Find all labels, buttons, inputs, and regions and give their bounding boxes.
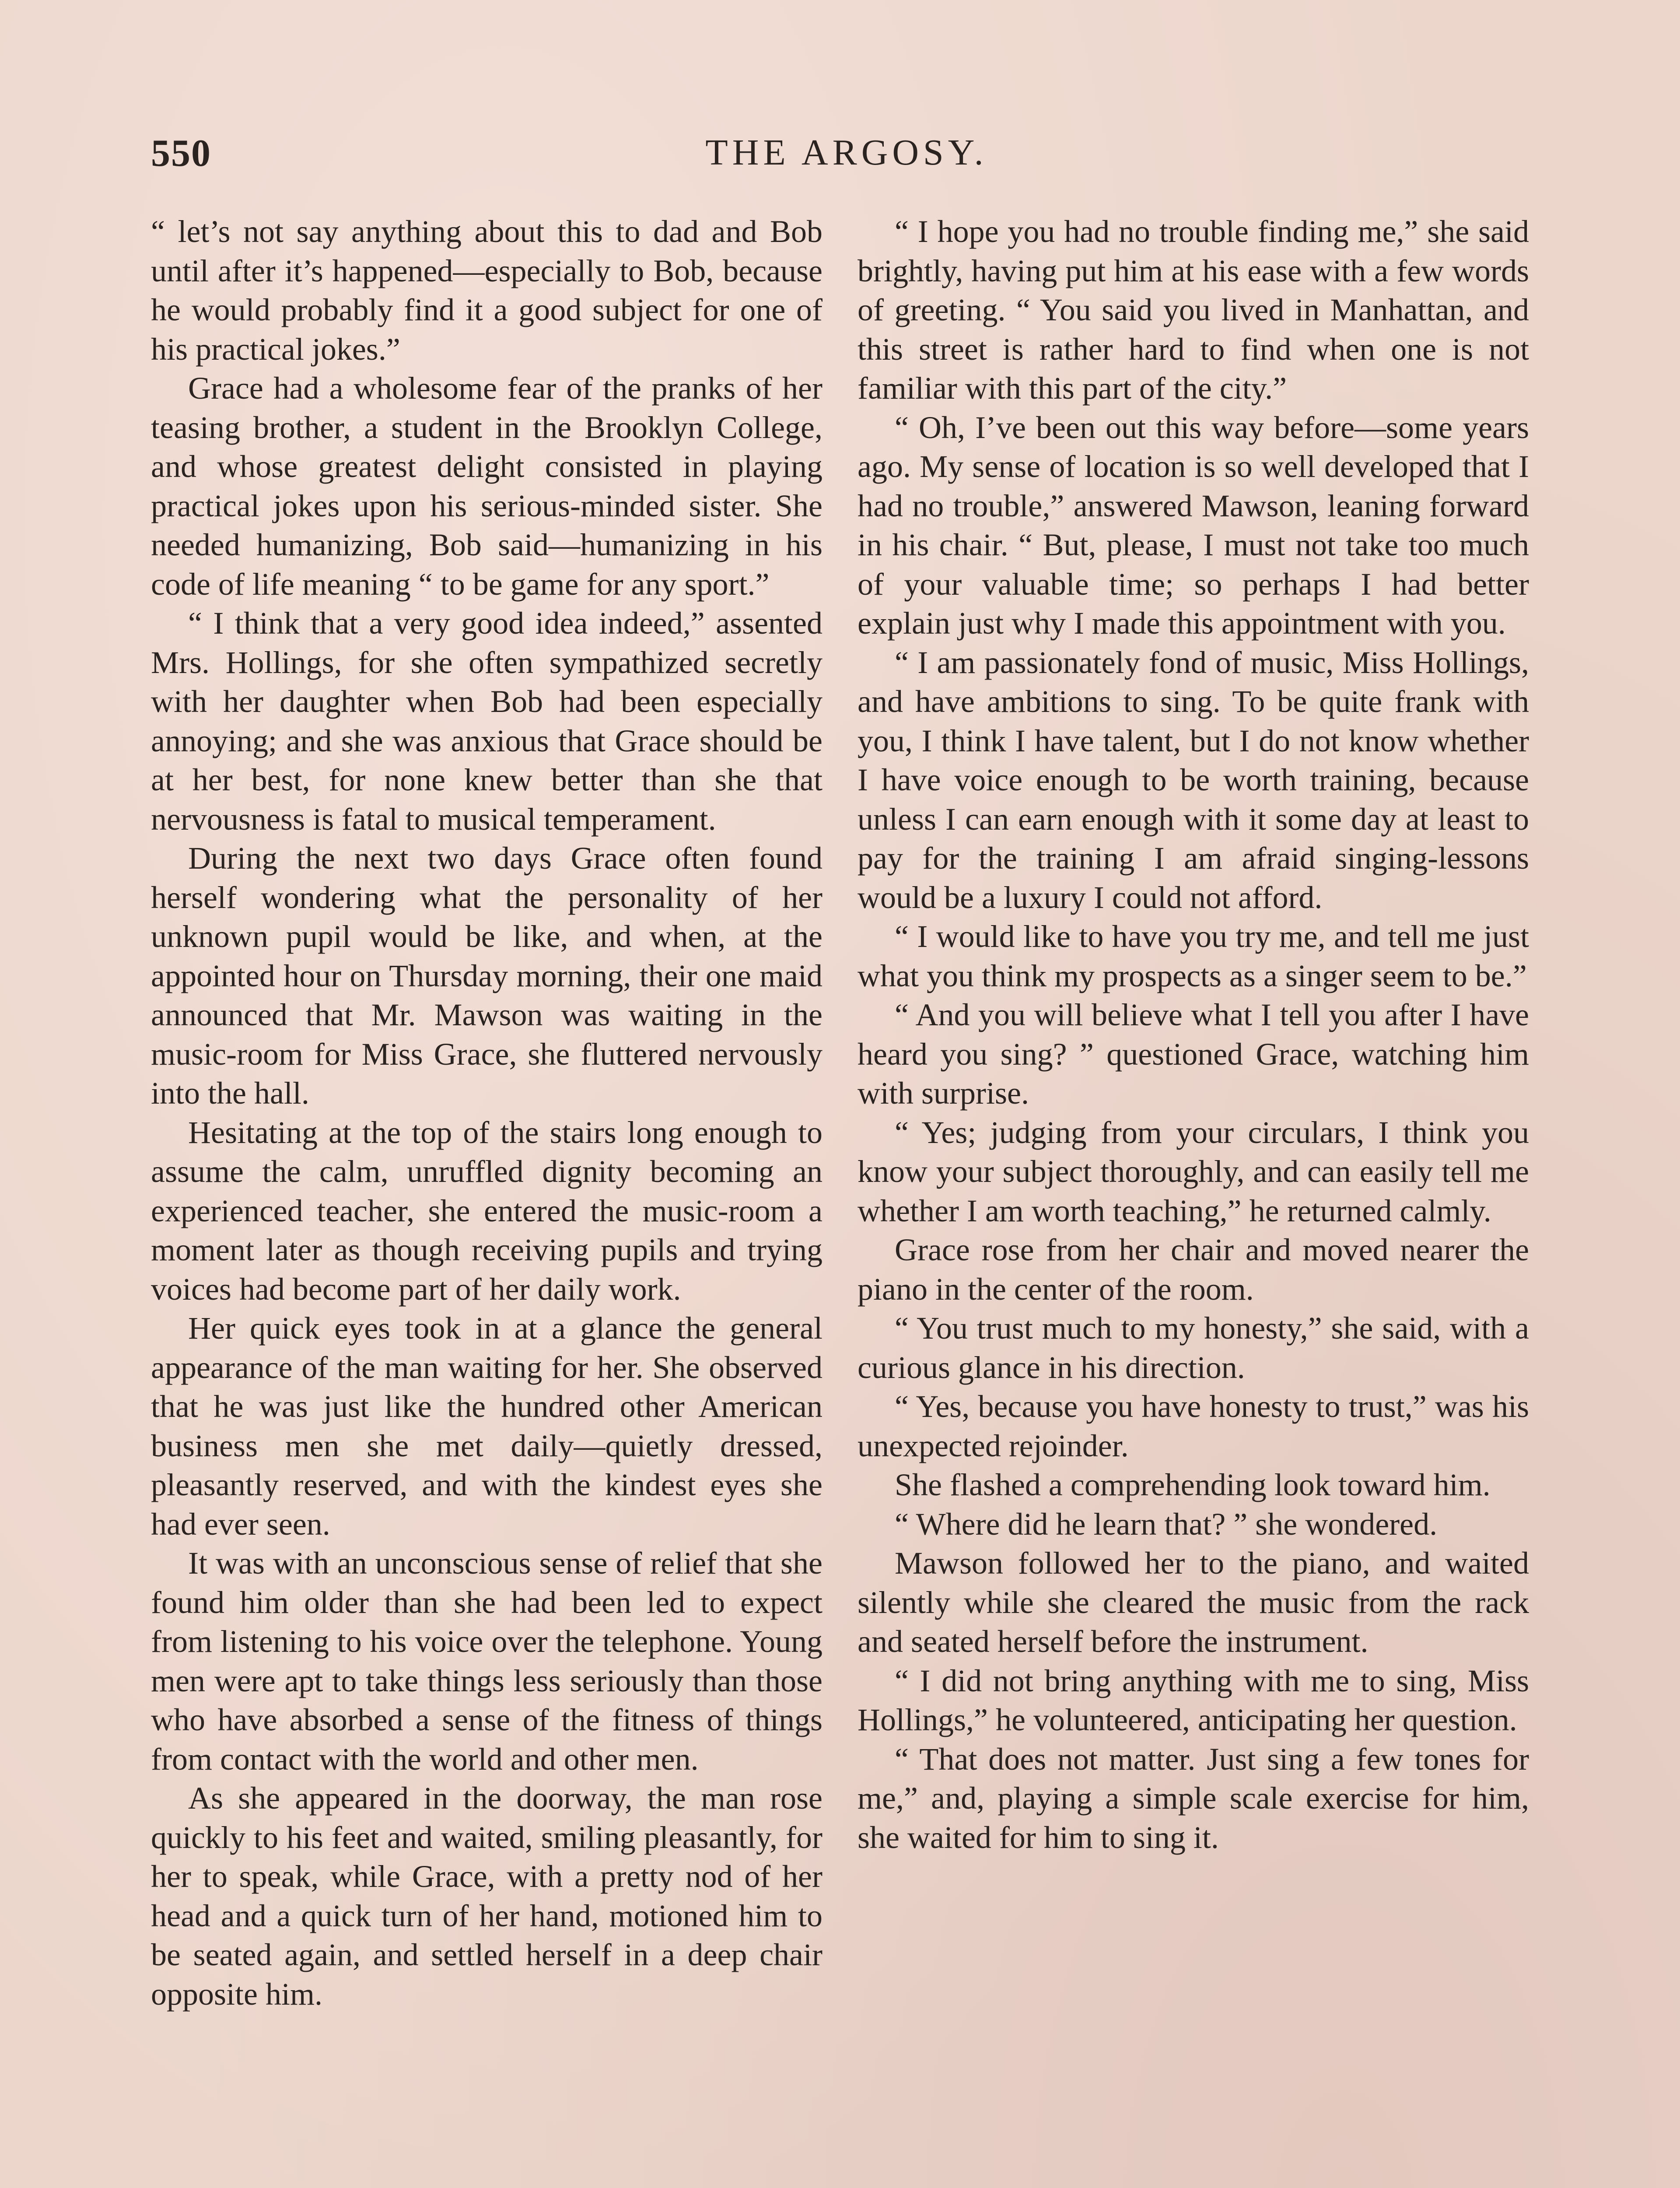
paragraph: It was with an unconscious sense of relief that she found him older than she had been led to expect from listening to his voice over the telephone. Young men were apt to take things less seriously than those who have absorbed a sense of the fitness of things from contact with the world and other men. bbox=[151, 1546, 822, 1777]
paragraph: “ I did not bring anything with me to sing, Miss Hollings,” he volunteered, anticipating her question. bbox=[858, 1663, 1529, 1737]
paragraph: “ Oh, I’ve been out this way before—some years ago. My sense of location is so well developed that I had no trouble,” answered Mawson, leaning forward in his chair. “ But, please, I must not take too much of your valuable time; so perhaps I had better explain just why I made this appointment with you. bbox=[858, 410, 1529, 641]
paragraph: Her quick eyes took in at a glance the general appearance of the man waiting for her. She observed that he was just like the hundred other American business men she met daily—quietly dressed, pleasantly reserved, and with the kindest eyes she had ever seen. bbox=[151, 1311, 822, 1542]
paragraph: “ Where did he learn that? ” she wondered. bbox=[895, 1506, 1438, 1542]
right-column bbox=[858, 212, 1529, 1857]
paragraph: “ I am passionately fond of music, Miss Hollings, and have ambitions to sing. To be quite frank with you, I think I have talent, but I do not know whether I have voice enough to be worth training, because unless I can earn enough with it some day at least to pay for the training I am afraid singing-lessons would be a luxury I could not afford. bbox=[858, 645, 1529, 915]
paragraph: “ I think that a very good idea indeed,” assented Mrs. Hollings, for she often sympathized secretly with her daughter when Bob had been especially annoying; and she was anxious that Grace should be at her best, for none knew better than she that nervousness is fatal to musical temperament. bbox=[151, 606, 822, 837]
paragraph: “ let’s not say anything about this to dad and Bob until after it’s happened—especially to Bob, because he would probably find it a good subject for one of his practical jokes.” bbox=[151, 214, 822, 367]
paragraph: “ I hope you had no trouble finding me,” she said brightly, having put him at his ease with a few words of greeting. “ You said you lived in Manhattan, and this street is rather hard to find when one is not familiar with this part of the city.” bbox=[858, 214, 1529, 406]
paragraph: Grace rose from her chair and moved nearer the piano in the center of the room. bbox=[858, 1232, 1529, 1307]
paragraph: Mawson followed her to the piano, and waited silently while she cleared the music from the rack and seated herself before the instrument. bbox=[858, 1546, 1529, 1659]
paragraph: “ Yes; judging from your circulars, I think you know your subject thoroughly, and can easily tell me whether I am worth teaching,” he returned calmly. bbox=[858, 1115, 1529, 1228]
page-header bbox=[151, 127, 1542, 179]
paragraph: “ You trust much to my honesty,” she said, with a curious glance in his direction. bbox=[858, 1311, 1529, 1385]
paragraph: As she appeared in the doorway, the man rose quickly to his feet and waited, smiling pleasantly, for her to speak, while Grace, with a pretty nod of her head and a quick turn of her hand, motioned him to be seated again, and settled herself in a deep chair opposite him. bbox=[151, 1781, 822, 2012]
paragraph: She flashed a comprehending look toward him. bbox=[895, 1467, 1491, 1502]
paragraph: Grace had a wholesome fear of the pranks of her teasing brother, a student in the Brooklyn College, and whose greatest delight consisted in playing practical jokes upon his serious-minded sister. She needed humanizing, Bob said—humanizing in his code of life meaning “ to be game for any sport.” bbox=[151, 371, 822, 602]
paragraph: “ And you will believe what I tell you after I have heard you sing? ” questioned Grace, watching him with surprise. bbox=[858, 997, 1529, 1111]
page-number: 550 bbox=[151, 132, 211, 175]
paragraph: “ That does not matter. Just sing a few tones for me,” and, playing a simple scale exercise for him, she waited for him to sing it. bbox=[858, 1741, 1529, 1855]
paragraph: “ Yes, because you have honesty to trust,” was his unexpected rejoinder. bbox=[858, 1389, 1529, 1463]
running-title: THE ARGOSY. bbox=[705, 132, 988, 173]
paragraph: “ I would like to have you try me, and tell me just what you think my prospects as a singer seem to be.” bbox=[858, 919, 1529, 993]
left-column bbox=[151, 212, 822, 2014]
paragraph: Hesitating at the top of the stairs long enough to assume the calm, unruffled dignity becoming an experienced teacher, she entered the music-room a moment later as though receiving pupils and trying voices had become part of her daily work. bbox=[151, 1115, 822, 1307]
paragraph: During the next two days Grace often found herself wondering what the personality of her unknown pupil would be like, and when, at the appointed hour on Thursday morning, their one maid announced that Mr. Mawson was waiting in the music-room for Miss Grace, she fluttered nervously into the hall. bbox=[151, 841, 822, 1111]
